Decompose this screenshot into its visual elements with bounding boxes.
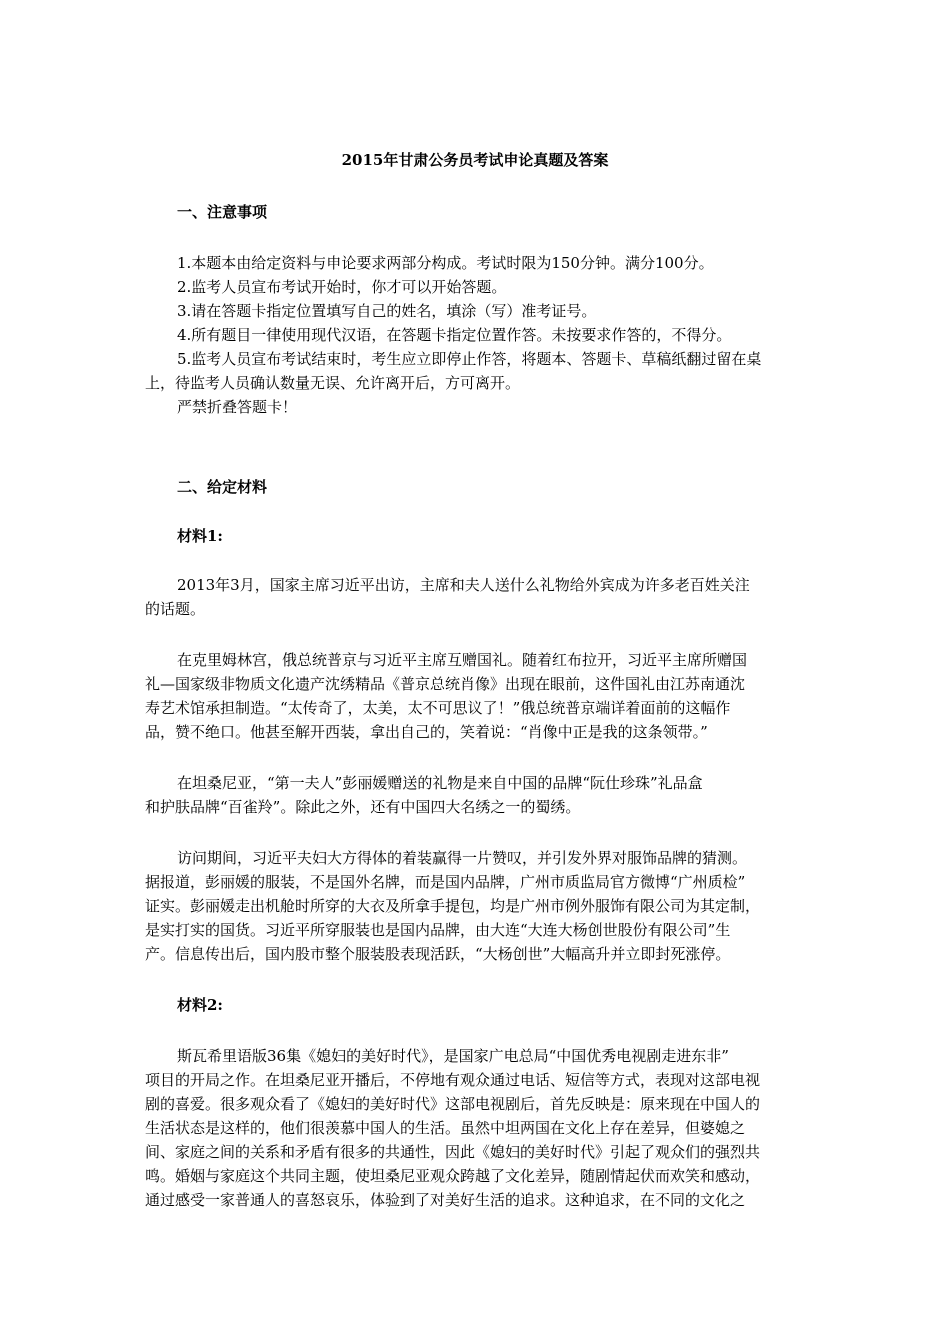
paragraph-line: 是实打实的国货。习近平所穿服装也是国内品牌，由大连“大连大杨创世股份有限公司”生: [145, 921, 731, 939]
paragraph-line: 2013年3月，国家主席习近平出访，主席和夫人送什么礼物给外宾成为许多老百姓关注: [177, 576, 750, 594]
notice-list: [145, 251, 810, 419]
material1-label: 材料1:: [177, 527, 223, 545]
paragraph-line: 证实。彭丽媛走出机舱时所穿的大衣及所拿手提包，均是广州市例外服饰有限公司为其定制，: [145, 897, 761, 915]
paragraph-line: 产。信息传出后，国内股市整个服装股表现活跃，“大杨创世”大幅高升并立即封死涨停。: [145, 945, 731, 963]
material2-label-block: [145, 995, 810, 1015]
paragraph-line: 礼—国家级非物质文化遗产沈绣精品《普京总统肖像》出现在眼前，这件国礼由江苏南通沈: [145, 675, 746, 693]
notice-item-2: 2.监考人员宣布考试开始时，你才可以开始答题。: [177, 278, 507, 296]
paragraph-line: 项目的开局之作。在坦桑尼亚开播后，不停地有观众通过电话、短信等方式，表现对这部电视: [145, 1071, 761, 1089]
paragraph-line: 鸣。婚姻与家庭这个共同主题，使坦桑尼亚观众跨越了文化差异，随剧情起伏而欢笑和感动，: [145, 1167, 761, 1185]
material2-paragraph-1: [145, 1044, 810, 1212]
paragraph-line: 在坦桑尼亚，“第一夫人”彭丽媛赠送的礼物是来自中国的品牌“阮仕珍珠”礼品盒: [177, 774, 703, 792]
paragraph-line: 品，赞不绝口。他甚至解开西装，拿出自己的，笑着说：“肖像中正是我的这条领带。”: [145, 723, 708, 741]
paragraph-line: 访问期间，习近平夫妇大方得体的着装赢得一片赞叹，并引发外界对服饰品牌的猜测。: [177, 849, 748, 867]
paragraph-line: 的话题。: [145, 600, 206, 618]
notice-item-1: 1.本题本由给定资料与申论要求两部分构成。考试时限为150分钟。满分100分。: [177, 254, 714, 272]
material1-paragraph-1: [145, 573, 810, 621]
section-heading-materials: 二、给定材料: [177, 478, 268, 496]
material1-paragraph-3: [145, 771, 810, 819]
notice-item-3: 3.请在答题卡指定位置填写自己的姓名，填涂（写）准考证号。: [177, 302, 597, 320]
material1-paragraph-2: [145, 648, 810, 744]
paragraph-line: 据报道，彭丽媛的服装，不是国外名牌，而是国内品牌，广州市质监局官方微博“广州质检”: [145, 873, 746, 891]
paragraph-line: 寿艺术馆承担制造。“太传奇了，太美，太不可思议了！”俄总统普京端详着面前的这幅作: [145, 699, 731, 717]
paragraph-line: 和护肤品牌“百雀羚”。除此之外，还有中国四大名绣之一的蜀绣。: [145, 798, 581, 816]
notice-item-5-cont: 上，待监考人员确认数量无误、允许离开后，方可离开。: [145, 374, 521, 392]
material2-label: 材料2:: [177, 996, 223, 1014]
section-notice: [145, 202, 810, 222]
material1-label-block: [145, 526, 810, 546]
notice-warning: 严禁折叠答题卡！: [177, 398, 298, 416]
paragraph-line: 斯瓦希里语版36集《媳妇的美好时代》，是国家广电总局“中国优秀电视剧走进东非”: [177, 1047, 729, 1065]
section-heading-notice: 一、注意事项: [177, 203, 268, 221]
notice-item-4: 4.所有题目一律使用现代汉语，在答题卡指定位置作答。未按要求作答的，不得分。: [177, 326, 732, 344]
paragraph-line: 剧的喜爱。很多观众看了《媳妇的美好时代》这部电视剧后，首先反映是：原来现在中国人的: [145, 1095, 761, 1113]
paragraph-line: 间、家庭之间的关系和矛盾有很多的共通性，因此《媳妇的美好时代》引起了观众们的强烈共: [145, 1143, 761, 1161]
paragraph-line: 通过感受一家普通人的喜怒哀乐，体验到了对美好生活的追求。这种追求，在不同的文化之: [145, 1191, 746, 1209]
material1-paragraph-4: [145, 846, 810, 966]
section-materials: [145, 477, 810, 497]
paragraph-line: 生活状态是这样的，他们很羡慕中国人的生活。虽然中坦两国在文化上存在差异，但婆媳之: [145, 1119, 746, 1137]
notice-item-5: 5.监考人员宣布考试结束时，考生应立即停止作答，将题本、答题卡、草稿纸翻过留在桌: [177, 350, 762, 368]
document-title: 2015年甘肃公务员考试申论真题及答案: [341, 151, 609, 169]
paragraph-line: 在克里姆林宫，俄总统普京与习近平主席互赠国礼。随着红布拉开，习近平主席所赠国: [177, 651, 748, 669]
